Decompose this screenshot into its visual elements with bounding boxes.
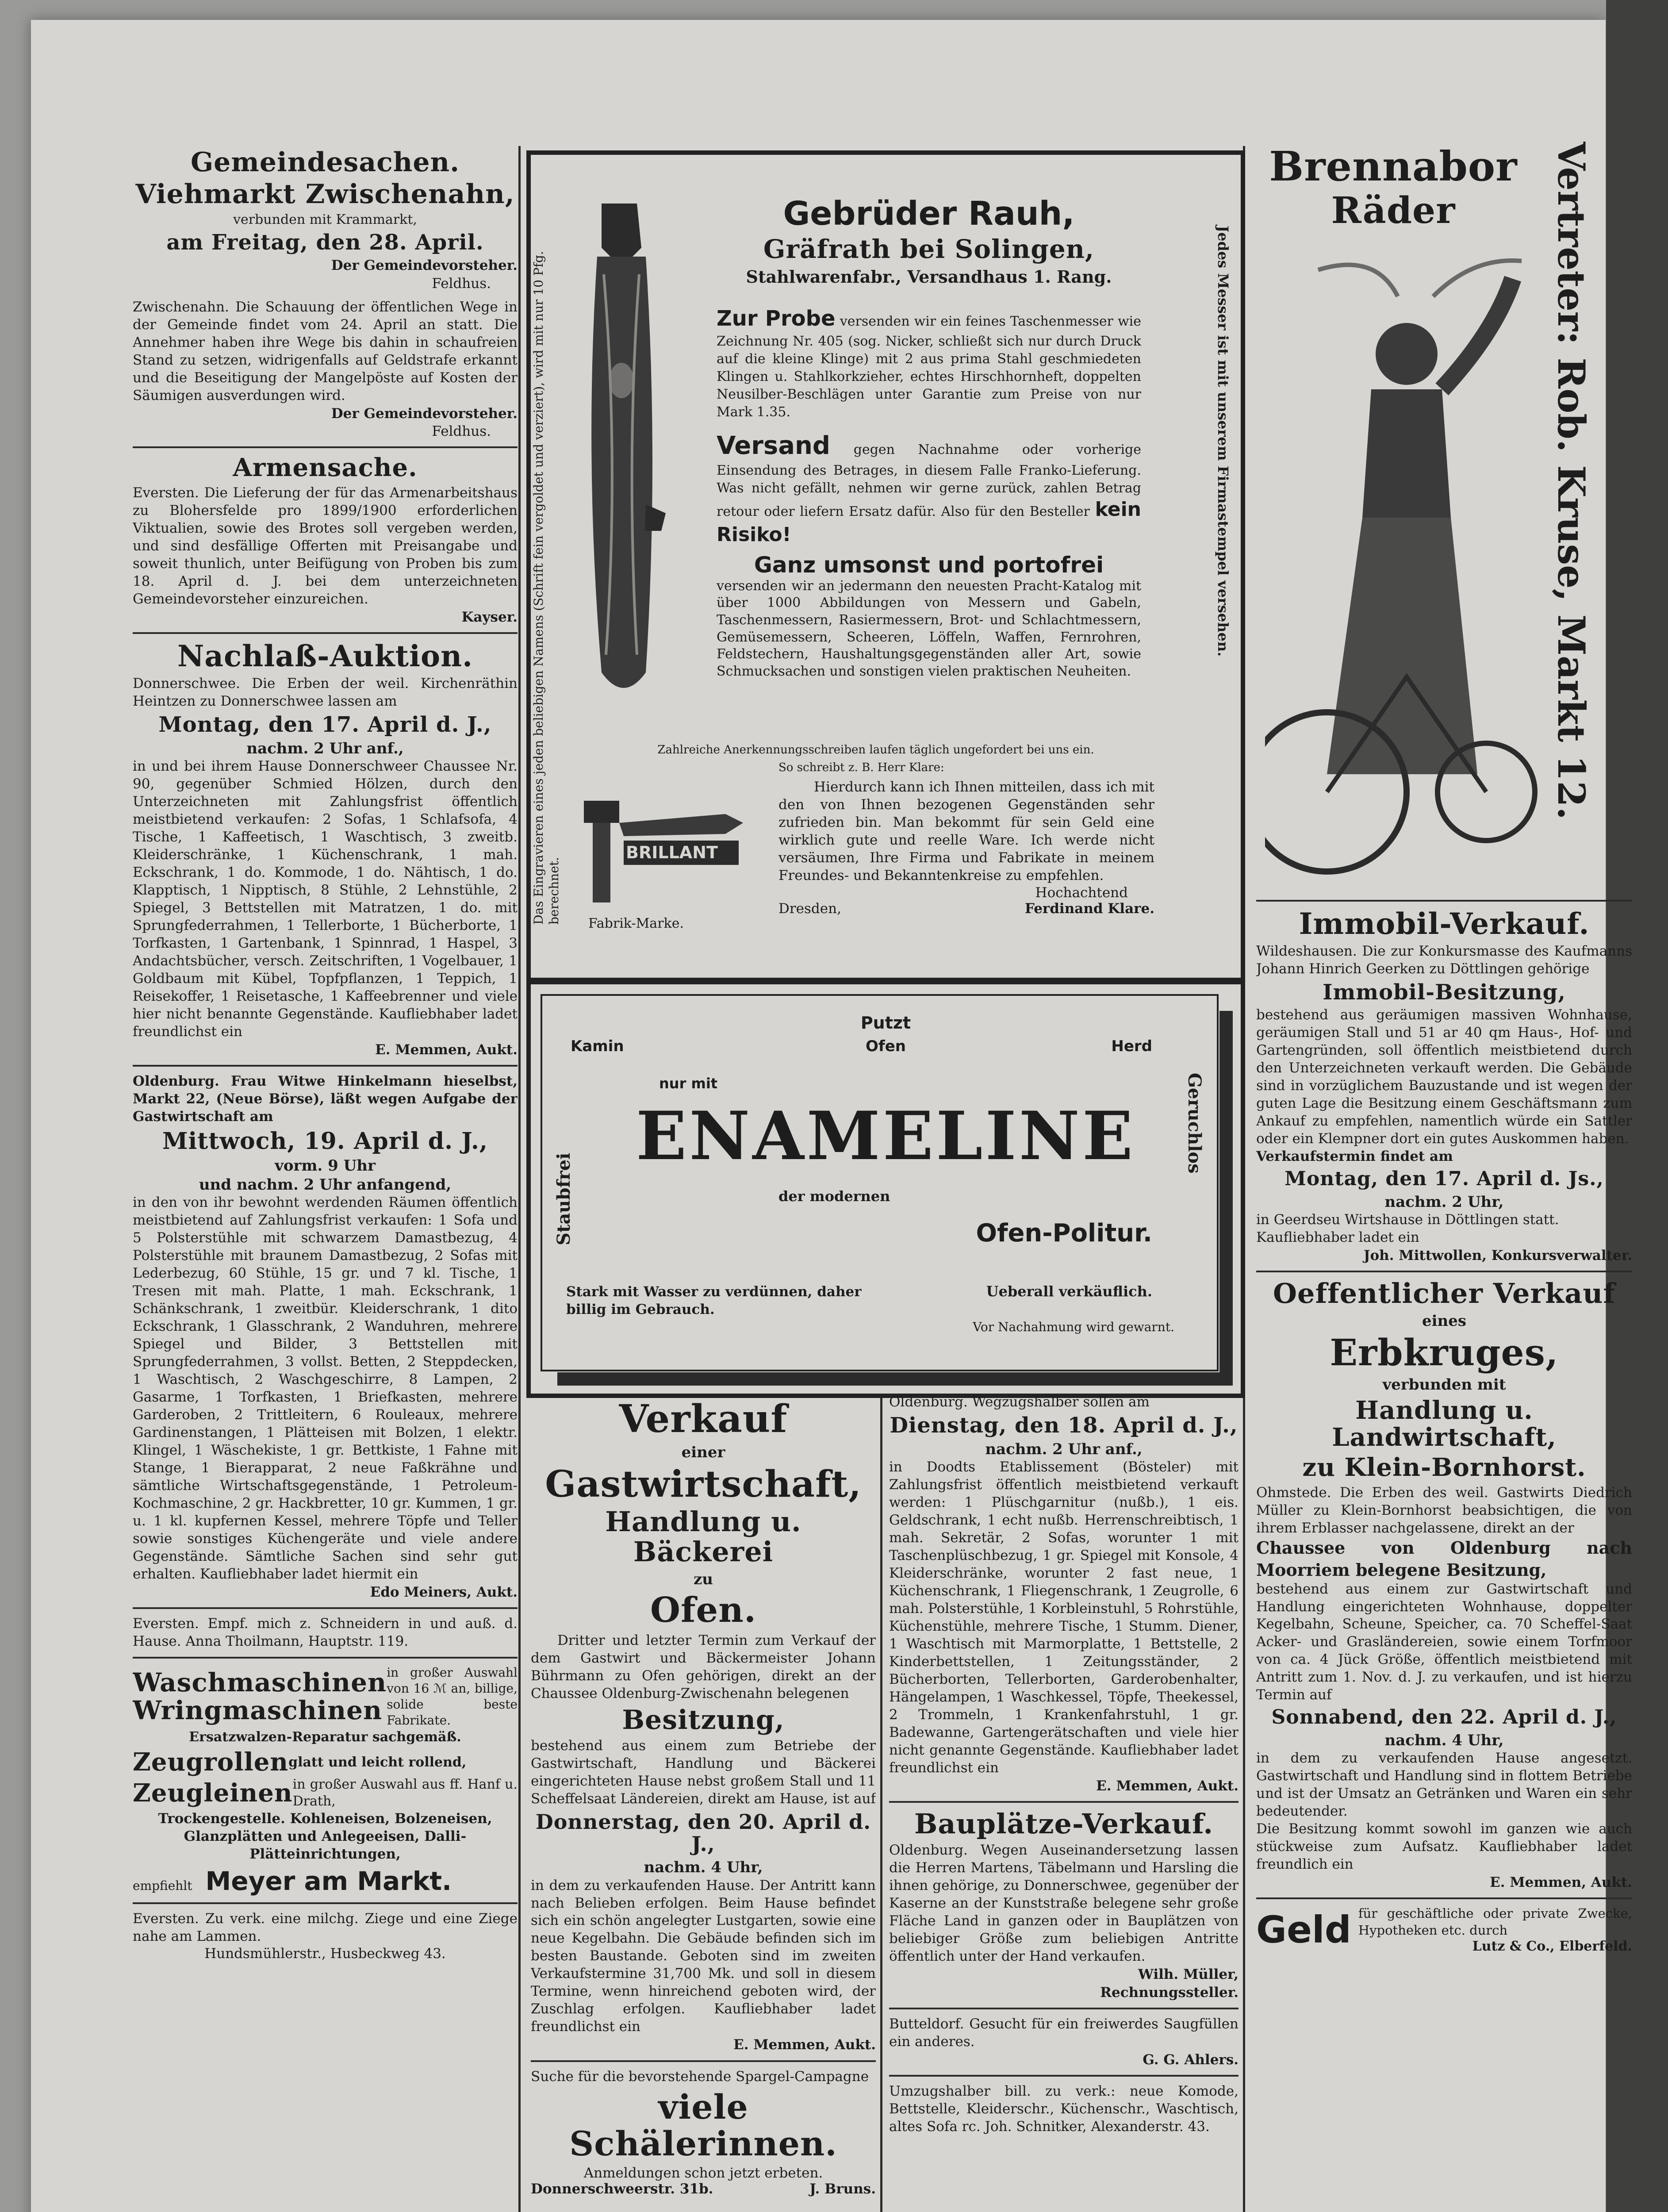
erb-text-2: bestehend aus einem zur Gastwirtschaft und Handlung eingerichteten Wohnhause, doppelter Kegelbahn, Scheune, Speicher, ca. 70 Scheffel-Saat Acker- und Grasländereien, sowie einem Torfmoor von ca. 4 Jück Größe, öffentlich meistbietend mit Antritt zum 1. Nov. d. J. zu verkaufen, und ist hierzu Termin auf <box>1256 1581 1632 1703</box>
erb-signature: E. Memmen, Aukt. <box>1490 1874 1632 1891</box>
column-left <box>133 142 518 2212</box>
enameline-ad-frame <box>526 980 1245 1398</box>
enameline-geruchlos: Geruchlos <box>1184 1073 1205 1174</box>
rauh-probe-head: Zur Probe <box>717 306 836 331</box>
divider <box>889 2008 1239 2009</box>
erb-text-3: in dem zu verkaufenden Hause angesetzt. Gastwirtschaft und Handlung sind in flottem Betriebe und ist der Umsatz an Getränken und Waren ein sehr bedeutender. <box>1256 1750 1632 1820</box>
enameline-nachahmung: Vor Nachahmung wird gewarnt. <box>973 1320 1174 1334</box>
rauh-klare: Ferdinand Klare. <box>1024 900 1154 917</box>
enameline-staubfrei: Staubfrei <box>553 1152 574 1245</box>
rauh-katalog-text: versenden wir an jedermann den neuesten Pracht-Katalog mit über 1000 Abbildungen von Messern und Gabeln, Taschenmessern, Rasiermessern, Brot- und Schlachtmessern, Gemüsemessern, Scheeren, Löffeln, Waffen, Fernrohren, Feldstechern, Haushaltungsgegenständen aller Art, sowie Schmucksachen und sonstigen vielen praktischen Neuheiten. <box>717 578 1141 679</box>
oeffentlich-handlung: Handlung u. Landwirtschaft, <box>1332 1395 1557 1452</box>
geld-text: für geschäftliche oder private Zwecke, Hypotheken etc. durch <box>1358 1906 1632 1938</box>
brennabor-heading: Brennabor <box>1269 142 1518 190</box>
empfiehlt-label: empfiehlt <box>133 1878 192 1893</box>
rauh-letter <box>778 779 1154 917</box>
hinkelmann-text: in den von ihr bewohnt werdenden Räumen öffentlich meistbietend auf Zahlungsfrist verkaufen: 1 Sofa und 5 Polsterstühle mit schwarzem Damastbezug, 4 Polsterstühle mit braunem Damastbezug, 2 Sofas mit Lederbezug, 60 Stühle, 15 gr. und 7 kl. Tische, 1 Tresen mit mah. Platte, 1 mah. Eckschrank, 1 Schänkschrank, 1 zweitbür. Kleiderschrank, 1 dito Eckschrank, 1 Glasschrank, 2 Wanduhren, mehrere Spiegel und Bilder, 3 Bettstellen mit Sprungfederrahmen, 3 vollst. Betten, 2 Steppdecken, 1 Waschtisch, 2 Waschgeschirre, 8 Lampen, 2 Gasarme, 1 Torfkasten, 1 Briefkasten, mehrere Garderoben, 2 Trittleitern, 6 Rouleaux, mehrere Gardinenstangen, 1 Plätteisen mit Bolzen, 1 elektr. Klingel, 1 Wäschekiste, 1 gr. Bettkiste, 1 Fahne mit Stange, 1 Bierapparat, 2 neue Faßkrähne und sämtliche Wirtschaftsgegenstände, 1 Petroleum-Kochmaschine, 2 gr. Hackbretter, 10 gr. Kummen, 1 gr. u. 1 kl. kupfernen Kessel, mehrere Töpfe und Teller sowie sonstiges Küchengeräte und viele andere Gegenstände. Sämtliche Sachen sind sehr gut erhalten. Kaufliebhaber ladet hiermit ein <box>133 1194 518 1582</box>
hinkelmann-time-1: vorm. 9 Uhr <box>275 1157 376 1175</box>
verkauf-text-1: Dritter und letzter Termin zum Verkauf der dem Gastwirt und Bäckermeister Johann Bührmann zu Ofen gehörigen, direkt an der Chaussee Oldenburg-Zwischenahn belegenen <box>531 1632 876 1701</box>
verkauf-ofen: Ofen. <box>650 1590 756 1631</box>
bauplaetze-heading: Bauplätze-Verkauf. <box>914 1808 1214 1840</box>
divider <box>531 2060 876 2062</box>
verkauf-heading: Verkauf <box>619 1397 788 1441</box>
butteldorf-text: Butteldorf. Gesucht für ein freiwerdes Saugfüllen ein anderes. <box>889 2016 1239 2050</box>
verkauf-time: nachm. 4 Uhr, <box>644 1859 763 1877</box>
rauh-city: Gräfrath bei Solingen, <box>763 234 1095 264</box>
nachlass-date: Montag, den 17. April d. J., <box>158 712 492 737</box>
divider <box>1256 900 1632 902</box>
verkauf-gast: Gastwirtschaft, <box>545 1463 862 1506</box>
bruns-name: J. Bruns. <box>809 2181 876 2197</box>
nachlass-text: in und bei ihrem Hause Donnerschweer Chaussee Nr. 90, gegenüber Schmied Hölzen, durch den Unterzeichneten mit Zahlungsfrist öffentlich meistbietend verkaufen: 2 Sofas, 1 Schlafsofa, 4 Tische, 1 Kaffeetisch, 1 Waschtisch, 3 zweitb. Kleiderschränke, 1 Küchenschrank, 1 mah. Eckschrank, 1 do. Kommode, 1 do. Nähtisch, 1 do. Klapptisch, 1 Nipptisch, 8 Stühle, 2 Lehnstühle, 2 Spiegel, 3 Bettstellen mit Matratzen, 1 do. mit Sprungfederrahmen, 1 Tellerborte, 1 Bücherborte, 1 Torfkasten, 1 Gartenbank, 1 Spinnrad, 1 Haspel, 3 Andachtsbücher, versch. Zeitschriften, 1 Vogelbauer, 1 Goldbaum mit Kübel, Topfpflanzen, 1 Teppich, 1 Reisekoffer, 1 Reisetasche, 1 Kaffeebrenner und viele hier nicht benannte Gegenstände. Kaufliebhaber ladet freundlichst ein <box>133 758 518 1040</box>
verkauf-zu: zu <box>693 1570 713 1588</box>
rauh-versand-head: Versand <box>717 431 830 460</box>
erb-date: Sonnabend, den 22. April d. J., <box>1271 1706 1617 1729</box>
divider <box>1256 1271 1632 1272</box>
verkauf-text-2: bestehend aus einem zum Betriebe der Gastwirtschaft, Handlung und Bäckerei eingerichteten Hause nebst großem Stall und 11 Scheffelsaat Ländereien, direkt am Hause, ist auf <box>531 1737 876 1807</box>
rauh-ad-frame <box>526 150 1245 982</box>
doods-time: nachm. 2 Uhr anf., <box>985 1440 1143 1458</box>
zeugl-heading: Zeugleinen <box>133 1778 293 1808</box>
divider <box>133 446 518 448</box>
column-right <box>1256 142 1632 2212</box>
rauh-letter-text: Hierdurch kann ich Ihnen mitteilen, dass ich mit den von Ihnen bezogenen Gegenständen sehr zufrieden bin. Man bekommt für sein Geld eine wirklich gute und reelle Ware. Ich werde nicht versäumen, Ihre Firma und Fabrikate in meinem Freundes- und Bekanntenkreise zu empfehlen. <box>778 779 1154 883</box>
nachlass-signature: E. Memmen, Aukt. <box>375 1041 518 1058</box>
viehmarkt-heading: Viehmarkt Zwischenahn, <box>135 179 515 210</box>
enameline-der-modernen: der modernen <box>778 1188 890 1205</box>
schauung-signature-name: Feldhus. <box>432 423 491 440</box>
doods-column <box>889 1394 1239 2212</box>
immobil-kauf: Kaufliebhaber ladet ein <box>1256 1229 1419 1246</box>
nachlass-time: nachm. 2 Uhr anf., <box>246 739 404 757</box>
schneidern-notice: Eversten. Empf. mich z. Schneidern in und auß. d. Hause. Anna Thoilmann, Hauptstr. 119. <box>133 1616 518 1650</box>
armen-heading: Armensache. <box>233 453 418 483</box>
enameline-putzt: Putzt <box>860 1013 911 1033</box>
divider <box>133 632 518 634</box>
enameline-herd: Herd <box>1111 1037 1152 1055</box>
vertreter-vertical: Vertreter: Rob. Kruse, Markt 12. <box>1549 142 1593 820</box>
verkauf-date: Donnerstag, den 20. April d. J., <box>535 1809 871 1856</box>
rauh-dresden: Dresden, <box>778 900 841 917</box>
rauh-letter-footer <box>778 901 1154 917</box>
brillant-label: BRILLANT <box>626 843 718 862</box>
bauplaetze-text: Oldenburg. Wegen Auseinandersetzung lassen die Herren Martens, Täbelmann und Harsling die ihnen gehörige, zu Donnerschwee, gegenüber der Kaserne an der Kunststraße belegene sehr große Fläche Land in ganzen oder in Bauplätzen von beliebiger Größe zum beliebigen Antritte öffentlich unter der Hand verkaufen. <box>889 1842 1239 1965</box>
enameline-ofen: Ofen <box>866 1037 906 1055</box>
verkauf-einer: einer <box>681 1443 725 1461</box>
rauh-header <box>708 195 1150 287</box>
pocket-knife-illustration <box>571 195 672 708</box>
immobil-ort: in Geerdseu Wirtshause in Döttlingen statt. <box>1256 1212 1559 1228</box>
raeder-heading: Räder <box>1331 189 1456 232</box>
hinkelmann-intro: Oldenburg. Frau Witwe Hinkelmann hieselbst, Markt 22, (Neue Börse), läßt wegen Aufgabe der Gastwirtschaft am <box>133 1073 518 1125</box>
doods-intro: Oldenburg. Wegzugshalber sollen am <box>889 1394 1150 1410</box>
immobil-intro: Wildeshausen. Die zur Konkursmasse des Kaufmanns Johann Hinrich Geerken zu Döttlingen gehörige <box>1256 943 1632 977</box>
wring-heading: Wringmaschinen <box>133 1695 383 1726</box>
immobil-signature: Joh. Mittwollen, Konkursverwalter. <box>1363 1248 1632 1264</box>
ziege-notice: Eversten. Zu verk. eine milchg. Ziege und eine Ziege nahe am Lammen. <box>133 1911 518 1944</box>
brennabor-ad <box>1256 142 1632 894</box>
armen-signature: Kayser. <box>461 609 518 625</box>
divider <box>133 1657 518 1659</box>
rauh-body <box>717 305 1141 680</box>
rauh-probe-text: versenden wir ein feines Taschenmesser wie Zeichnung Nr. 405 (sog. Nicker, schließt sich nur durch Druck auf die kleine Klinge) mit 2 aus prima Stahl geschmiedeten Klingen u. Stahlkorkzieher, echtes Hirschhornheft, doppelten Neusilber-Beschlägen unter Garantie zum Preise von nur Mark 1.35. <box>717 314 1141 420</box>
erb-text-4: Die Besitzung kommt sowohl im ganzen wie auch stückweise zum Aufsatz. Kaufliebhaber ladet freundlich ein <box>1256 1821 1632 1873</box>
enameline-stark: Stark mit Wasser zu verdünnen, daher billig im Gebrauch. <box>566 1284 862 1318</box>
verkauf-handlung: Handlung u. Bäckerei <box>605 1505 801 1568</box>
verkauf-signature: E. Memmen, Aukt. <box>733 2037 876 2053</box>
rauh-schreibt: So schreibt z. B. Herr Klare: <box>778 761 944 774</box>
verkauf-besitzung: Besitzung, <box>622 1704 785 1736</box>
spargel-text: Suche für die bevorstehende Spargel-Campagne <box>531 2068 869 2085</box>
hinkelmann-signature: Edo Meiners, Aukt. <box>370 1584 518 1600</box>
trocken-text: Trockengestelle. Kohleneisen, Bolzeneisen, Glanzplätten und Anlegeeisen, Dalli-Plätteinrichtungen, <box>158 1811 492 1863</box>
enameline-politur: Ofen-Politur. <box>976 1219 1152 1248</box>
zeug-side-text: glatt und leicht rollend, <box>288 1754 467 1770</box>
doods-signature: E. Memmen, Aukt. <box>1096 1778 1239 1794</box>
schaelerinnen-heading: viele Schälerinnen. <box>569 2087 837 2164</box>
geld-heading: Geld <box>1256 1908 1351 1952</box>
enameline-ueberall: Ueberall verkäuflich. <box>986 1283 1152 1300</box>
enameline-nur-mit: nur mit <box>659 1075 718 1092</box>
rauh-kein-risiko: kein Risiko! <box>717 498 1141 546</box>
ahlers-signature: G. G. Ahlers. <box>1143 2051 1239 2068</box>
rauh-hochachtend: Hochachtend <box>1035 884 1128 901</box>
bruns-line <box>531 2181 876 2197</box>
wasch-ad <box>133 1665 518 1728</box>
rauh-ganz-umsonst: Ganz umsonst und portofrei <box>754 552 1104 578</box>
hinkelmann-time-2: und nachm. 2 Uhr anfangend, <box>199 1175 452 1194</box>
rauh-versand-text: gegen Nachnahme oder vorherige Einsendung des Betrages, in diesem Falle Franko-Lieferung. Was nicht gefällt, nehmen wir gerne zurück, zahlen Betrag retour oder liefern Ersatz dafür. Also für den Besteller <box>717 442 1142 520</box>
immobil-time: nachm. 2 Uhr, <box>1384 1193 1504 1211</box>
immobil-termin: Verkaufstermin findet am <box>1256 1148 1453 1165</box>
divider <box>133 1902 518 1904</box>
armen-notice: Eversten. Die Lieferung der für das Armenarbeitshaus zu Blohersfelde pro 1899/1900 erforderlichen Viktualien, sowie des Brotes soll vergeben werden, und sind desfällige Offerten mit Preisangabe und soweit thunlich, unter Beifügung von Proben bis zum 18. April d. J. bei dem unterzeichneten Gemeindevorsteher einzureichen. <box>133 484 518 607</box>
bruns-address: Donnerschweerstr. 31b. <box>531 2181 713 2197</box>
verkauf-ad <box>531 1396 876 2212</box>
umzug-text: Umzugshalber bill. zu verk.: neue Komode, Bettstelle, Kleiderschr., Küchenschr., Waschtisch, altes Sofa rc. Joh. Schnitker, Alexanderstr. 43. <box>889 2083 1239 2135</box>
rauh-sub: Stahlwarenfabr., Versandhaus 1. Rang. <box>746 266 1112 287</box>
rauh-side-right: Jedes Messer ist mit unserem Firmastempel versehen. <box>1215 226 1231 657</box>
column-rule-middle <box>880 1398 882 2212</box>
zeugl-side-text: in großer Auswahl aus ff. Hanf u. Drath, <box>292 1776 518 1809</box>
enameline-kamin: Kamin <box>571 1037 624 1055</box>
erbkruges-heading: Erbkruges, <box>1330 1332 1559 1375</box>
verkauf-text-3: in dem zu verkaufenden Hause. Der Antritt kann nach Belieben erfolgen. Beim Hause befindet sich ein schön angelegter Lustgarten, sowie eine neue Kegelbahn. Die Gebäude befinden sich im besten Baustande. Geboten sind im zweiten Verkaufstermine 31,700 Mk. und soll in diesem Termine, wenn hinreichend geboten wird, der Zuschlag erfolgen. Kaufliebhaber ladet freundlichst ein <box>531 1877 876 2035</box>
meyer-name: Meyer am Markt. <box>205 1866 452 1896</box>
rauh-title: Gebrüder Rauh, <box>783 195 1075 233</box>
immobil-heading: Immobil-Verkauf. <box>1299 906 1590 941</box>
oeffentlich-eines: eines <box>1422 1312 1467 1330</box>
immobil-date: Montag, den 17. April d. Js., <box>1285 1167 1604 1190</box>
immobil-text: bestehend aus geräumigen massiven Wohnhause, geräumigen Stall und 51 ar 40 qm Haus-, Hof- und Gartengründen, soll öffentlich meistbietend durch den Unterzeichneten verkauft werden. Die Gebäude sind in vorzüglichem Bauzustande und ist wegen der guten Lage die Besitzung einem Geschäftsmann zum Ankauf zu empfehlen, namentlich würde ein Sattler oder ein Klempner dort ein gutes Auskommen haben. <box>1256 1007 1632 1147</box>
woman-bicycle-illustration <box>1265 243 1539 889</box>
divider <box>133 1607 518 1609</box>
wasch-side-text: in großer Auswahl von 16 ℳ an, billige, solide beste Fabrikate. <box>387 1665 518 1728</box>
enameline-shadow-bottom <box>557 1372 1233 1386</box>
erb-chaussee: Chaussee von Oldenburg nach Moorriem belegene Besitzung, <box>1256 1538 1632 1580</box>
fabrik-marke-label: Fabrik-Marke. <box>588 916 684 931</box>
walzen-text: Ersatzwalzen-Reparatur sachgemäß. <box>189 1729 461 1745</box>
immobil-besitzung: Immobil-Besitzung, <box>1323 979 1566 1005</box>
enameline-brand: ENAMELINE <box>636 1097 1136 1175</box>
geld-ad <box>1256 1905 1632 1954</box>
bauplaetze-signature-2: Rechnungssteller. <box>1100 1984 1239 2001</box>
zeug-heading: Zeugrollen <box>133 1747 289 1777</box>
meyer-line <box>133 1866 518 1896</box>
erb-text-1: Ohmstede. Die Erben des weil. Gastwirts Diedrich Müller zu Klein-Bornhorst beabsichtigen, die von ihrem Erblasser nachgelassene, direkt an der <box>1256 1484 1632 1536</box>
rauh-side-left: Das Eingravieren eines jeden beliebigen Namens (Schrift fein vergoldet und verziert), wird mit nur 10 Pfg. berechnet. <box>531 251 561 925</box>
schauung-signature: Der Gemeindevorsteher. <box>331 405 518 422</box>
schauung-notice: Zwischenahn. Die Schauung der öffentlichen Wege in der Gemeinde findet vom 24. April an statt. Die Annehmer haben ihre Wege bis dahin in schaufreien Stand zu setzen, widrigenfalls auf Geldstrafe erkannt und die Beseitigung der Mangelpöste auf Kosten der Säumigen ausverdungen wird. <box>133 299 518 403</box>
divider <box>1256 1897 1632 1899</box>
gemeinde-heading: Gemeindesachen. <box>190 147 460 178</box>
oeffentlich-verbunden: verbunden mit <box>1382 1376 1506 1394</box>
divider <box>133 1065 518 1067</box>
anmeldungen-text: Anmeldungen schon jetzt erbeten. <box>583 2165 823 2181</box>
enameline-shadow-right <box>1219 1011 1233 1386</box>
zeug-ad <box>133 1749 518 1776</box>
lutz-name: Lutz & Co., Elberfeld. <box>1472 1939 1632 1955</box>
viehmarkt-signature-name: Feldhus. <box>432 275 491 292</box>
wasch-heading: Waschmaschinen <box>133 1667 387 1697</box>
erb-time: nachm. 4 Uhr, <box>1384 1731 1504 1749</box>
viehmarkt-signature: Der Gemeindevorsteher. <box>331 257 518 274</box>
nachlass-intro: Donnerschwee. Die Erben der weil. Kirchenräthin Heintzen zu Donnerschwee lassen am <box>133 675 518 709</box>
divider <box>889 2075 1239 2077</box>
doods-date: Dienstag, den 18. April d. J., <box>890 1413 1238 1438</box>
column-rule-left <box>518 146 521 2212</box>
rauh-zahlreiche: Zahlreiche Anerkennungsschreiben laufen täglich ungefordert bei uns ein. <box>657 743 1094 757</box>
nachlass-heading: Nachlaß-Auktion. <box>177 639 473 674</box>
bauplaetze-signature-1: Wilh. Müller, <box>1138 1966 1239 1983</box>
hinkelmann-date: Mittwoch, 19. April d. J., <box>162 1128 488 1155</box>
viehmarkt-sub: verbunden mit Krammarkt, <box>233 212 417 227</box>
viehmarkt-date: am Freitag, den 28. April. <box>166 230 484 255</box>
divider <box>889 1801 1239 1803</box>
doods-text: in Doodts Etablissement (Bösteler) mit Zahlungsfrist öffentlich meistbietend verkauft werden: 1 Plüschgarnitur (nußb.), 1 eis. Geldschrank, 1 echt nußb. Herrenschreibtisch, 1 mah. Sekretär, 2 Sofas, worunter 1 mit Taschenplüschbezug, 1 gr. Spiegel mit Konsole, 4 Kleiderschränke, worunter 2 fast neue, 1 Küchenschrank, 1 Fliegenschrank, 1 Zeugrolle, 6 mah. Polsterstühle, 1 Korbleinstuhl, 5 Rohrstühle, Küchenstühle, mehrere Tische, 1 Stumm. Diener, 1 Waschtisch mit Marmorplatte, 1 Bettstelle, 2 Kinderbettstellen, 1 Zeitungsständer, 2 Bücherborten, Tellerborten, Garderobenhalter, Hängelampen, 1 Waschkessel, Töpfe, Theekessel, 2 Trommeln, 1 Krankenfahrstuhl, 1 gr. Badewanne, Gartengerätschaften und viele hier nicht genannte Gegenstände. Kaufliebhaber ladet freundlichst ein <box>889 1459 1239 1776</box>
zeugl-ad <box>133 1776 518 1810</box>
ziege-address: Hundsmühlerstr., Husbeckweg 43. <box>204 1945 446 1962</box>
oeffentlich-heading: Oeffentlicher Verkauf <box>1273 1277 1615 1310</box>
oeffentlich-klein: zu Klein-Bornhorst. <box>1302 1452 1586 1482</box>
